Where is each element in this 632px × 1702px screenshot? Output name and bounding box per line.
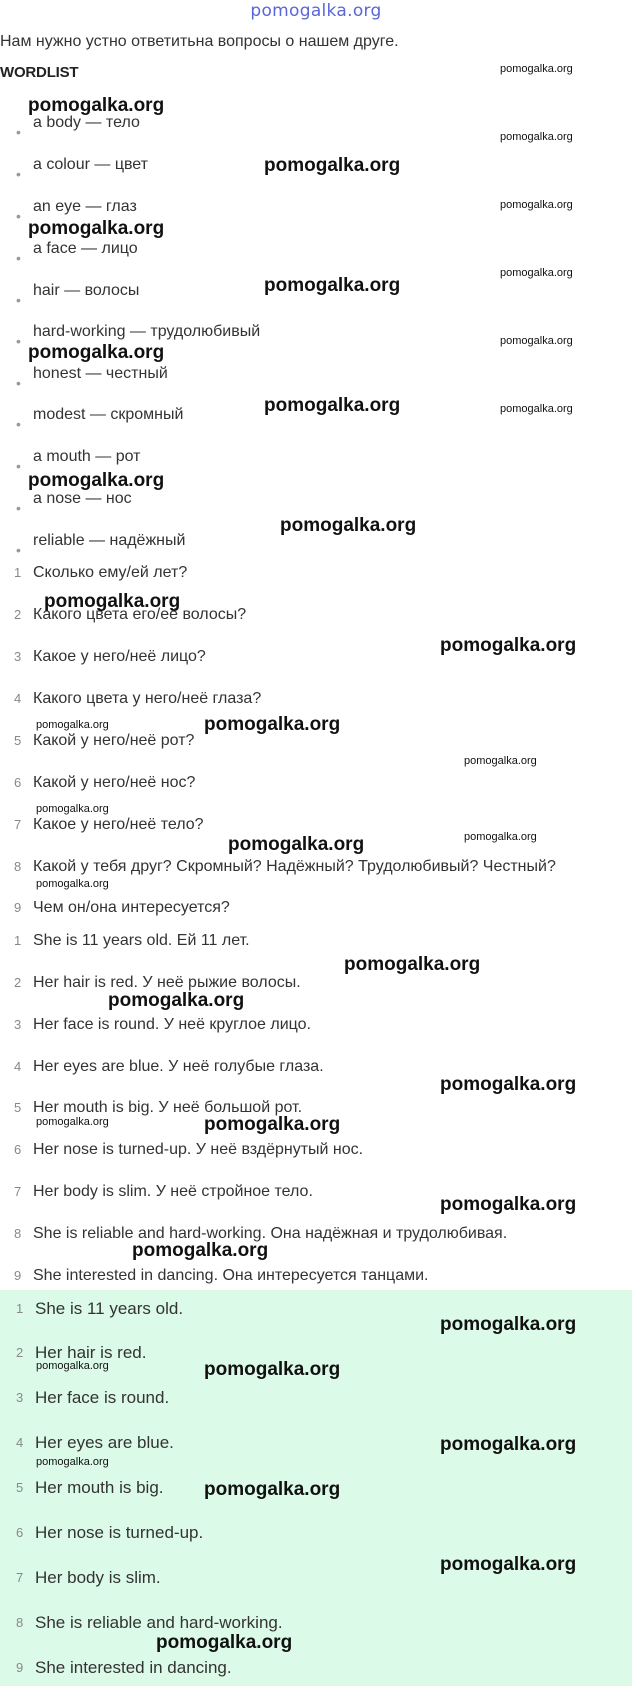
item-number: 6 xyxy=(14,775,22,790)
watermark: pomogalka.org xyxy=(204,1359,341,1380)
intro-text: Нам нужно устно ответитьна вопросы о нашем друге. xyxy=(0,33,399,50)
watermark: pomogalka.org xyxy=(108,990,245,1011)
watermark: pomogalka.org xyxy=(36,1116,109,1128)
item-number: 9 xyxy=(14,1268,22,1283)
answer-text: Her nose is turned-up. xyxy=(35,1523,204,1542)
word-entry: a colour — цвет xyxy=(33,156,148,173)
word-entry: a face — лицо xyxy=(33,240,138,257)
question-row xyxy=(0,732,632,774)
watermark: pomogalka.org xyxy=(36,719,109,731)
bullet-icon: • xyxy=(16,458,21,474)
item-number: 9 xyxy=(16,1660,24,1675)
bullet-icon: • xyxy=(16,250,21,266)
answer-row xyxy=(0,1141,632,1183)
watermark: pomogalka.org xyxy=(280,515,417,536)
watermark: pomogalka.org xyxy=(132,1240,269,1261)
watermark: pomogalka.org xyxy=(156,1632,293,1653)
site-logo[interactable]: pomogalka.org xyxy=(250,1,382,21)
item-number: 8 xyxy=(16,1615,24,1630)
answer-text: Her hair is red. xyxy=(35,1343,147,1362)
item-number: 2 xyxy=(14,975,22,990)
item-number: 5 xyxy=(16,1480,24,1495)
item-number: 1 xyxy=(14,933,22,948)
item-number: 8 xyxy=(14,1226,22,1241)
word-entry: hair — волосы xyxy=(33,282,140,299)
watermark: pomogalka.org xyxy=(204,714,341,735)
question-text: Сколько ему/ей лет? xyxy=(33,564,188,581)
item-number: 1 xyxy=(16,1301,24,1316)
answer-text: Her mouth is big. xyxy=(35,1478,164,1497)
answer-text: She interested in dancing. Она интересуется танцами. xyxy=(33,1267,429,1284)
watermark: pomogalka.org xyxy=(344,954,481,975)
item-number: 6 xyxy=(14,1142,22,1157)
item-number: 3 xyxy=(14,649,22,664)
answer-row xyxy=(0,932,632,974)
answer-text: She is 11 years old. xyxy=(35,1299,184,1318)
watermark: pomogalka.org xyxy=(440,1554,577,1575)
watermark: pomogalka.org xyxy=(500,335,573,347)
watermark: pomogalka.org xyxy=(36,1456,109,1468)
bullet-icon: • xyxy=(16,333,21,349)
watermark: pomogalka.org xyxy=(500,131,573,143)
word-entry: honest — честный xyxy=(33,365,168,382)
watermark: pomogalka.org xyxy=(204,1479,341,1500)
bullet-icon: • xyxy=(16,292,21,308)
watermark: pomogalka.org xyxy=(440,1074,577,1095)
watermark: pomogalka.org xyxy=(440,1314,577,1335)
answer-text: She is reliable and hard-working. xyxy=(35,1613,283,1632)
question-text: Какого цвета его/её волосы? xyxy=(33,606,247,623)
item-number: 3 xyxy=(14,1017,22,1032)
question-text: Какого цвета у него/неё глаза? xyxy=(33,690,262,707)
word-entry: a nose — нос xyxy=(33,490,132,507)
watermark: pomogalka.org xyxy=(44,591,181,612)
question-text: Какой у тебя друг? Скромный? Надёжный? Трудолюбивый? Честный? xyxy=(33,858,556,875)
watermark: pomogalka.org xyxy=(36,1360,109,1372)
word-entry: hard-working — трудолюбивый xyxy=(33,323,261,340)
word-entry: reliable — надёжный xyxy=(33,532,186,549)
watermark: pomogalka.org xyxy=(28,95,165,116)
bullet-icon: • xyxy=(16,166,21,182)
watermark: pomogalka.org xyxy=(36,878,109,890)
answer-text: Her face is round. У неё круглое лицо. xyxy=(33,1016,311,1033)
answer-row xyxy=(0,1388,632,1432)
watermark: pomogalka.org xyxy=(500,403,573,415)
item-number: 4 xyxy=(14,1059,22,1074)
watermark: pomogalka.org xyxy=(28,342,165,363)
watermark: pomogalka.org xyxy=(28,470,165,491)
item-number: 7 xyxy=(14,817,22,832)
watermark: pomogalka.org xyxy=(500,199,573,211)
item-number: 7 xyxy=(14,1184,22,1199)
answer-text: Her mouth is big. У неё большой рот. xyxy=(33,1099,303,1116)
watermark: pomogalka.org xyxy=(440,1434,577,1455)
item-number: 9 xyxy=(14,900,22,915)
item-number: 4 xyxy=(16,1435,24,1450)
bullet-icon: • xyxy=(16,375,21,391)
item-number: 6 xyxy=(16,1525,24,1540)
watermark: pomogalka.org xyxy=(440,1194,577,1215)
item-number: 3 xyxy=(16,1390,24,1405)
answer-text: Her body is slim. xyxy=(35,1568,161,1587)
watermark: pomogalka.org xyxy=(500,267,573,279)
answer-text: Her body is slim. У неё стройное тело. xyxy=(33,1183,313,1200)
item-number: 5 xyxy=(14,733,22,748)
item-number: 8 xyxy=(14,859,22,874)
bullet-icon: • xyxy=(16,542,21,558)
word-entry: modest — скромный xyxy=(33,406,184,423)
bullet-icon: • xyxy=(16,208,21,224)
answer-text: She interested in dancing. xyxy=(35,1658,232,1677)
item-number: 1 xyxy=(14,565,22,580)
answer-row xyxy=(0,1225,632,1267)
watermark: pomogalka.org xyxy=(264,275,401,296)
answer-row xyxy=(0,1613,632,1657)
watermark: pomogalka.org xyxy=(440,635,577,656)
bullet-icon: • xyxy=(16,416,21,432)
watermark: pomogalka.org xyxy=(464,831,537,843)
answer-text: Her eyes are blue. xyxy=(35,1433,174,1452)
item-number: 7 xyxy=(16,1570,24,1585)
item-number: 2 xyxy=(16,1345,24,1360)
word-entry: a body — тело xyxy=(33,114,140,131)
watermark: pomogalka.org xyxy=(500,63,573,75)
item-number: 5 xyxy=(14,1100,22,1115)
wordlist-heading: WORDLIST xyxy=(0,64,79,81)
bullet-icon: • xyxy=(16,500,21,516)
watermark: pomogalka.org xyxy=(36,803,109,815)
answer-text: Her eyes are blue. У неё голубые глаза. xyxy=(33,1058,324,1075)
question-text: Какой у него/неё рот? xyxy=(33,732,195,749)
question-text: Какой у него/неё нос? xyxy=(33,774,196,791)
word-entry: a mouth — рот xyxy=(33,448,141,465)
watermark: pomogalka.org xyxy=(204,1114,341,1135)
answer-row xyxy=(0,1016,632,1058)
watermark: pomogalka.org xyxy=(264,155,401,176)
item-number: 2 xyxy=(14,607,22,622)
answer-row xyxy=(0,974,632,1016)
answer-row xyxy=(0,1658,632,1702)
word-entry: an eye — глаз xyxy=(33,198,137,215)
answer-text: Her face is round. xyxy=(35,1388,170,1407)
watermark: pomogalka.org xyxy=(464,755,537,767)
answer-text: She is reliable and hard-working. Она надёжная и трудолюбивая. xyxy=(33,1225,508,1242)
answer-text: Her nose is turned-up. У неё вздёрнутый нос. xyxy=(33,1141,364,1158)
answer-text: She is 11 years old. Ей 11 лет. xyxy=(33,932,250,949)
question-text: Какое у него/неё тело? xyxy=(33,816,204,833)
bullet-icon: • xyxy=(16,124,21,140)
watermark: pomogalka.org xyxy=(228,834,365,855)
watermark: pomogalka.org xyxy=(264,395,401,416)
question-text: Какое у него/неё лицо? xyxy=(33,648,206,665)
answer-text: Her hair is red. У неё рыжие волосы. xyxy=(33,974,301,991)
watermark: pomogalka.org xyxy=(28,218,165,239)
question-text: Чем он/она интересуется? xyxy=(33,899,230,916)
item-number: 4 xyxy=(14,691,22,706)
